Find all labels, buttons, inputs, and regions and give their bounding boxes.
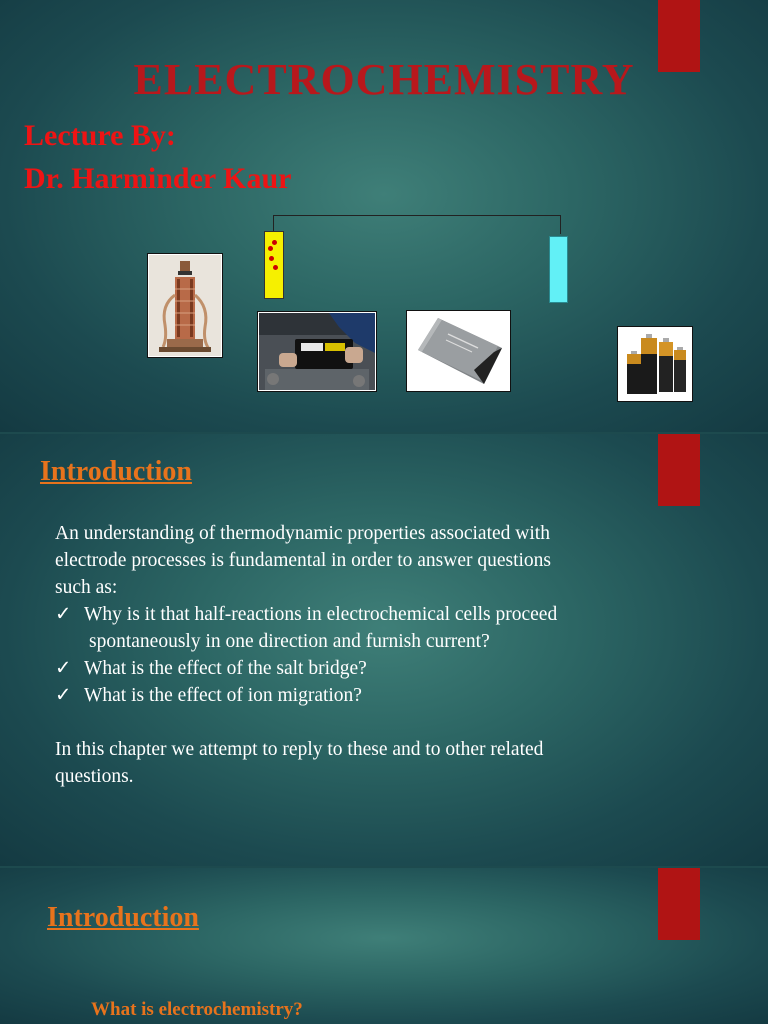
checkmark-icon: ✓ <box>55 658 72 679</box>
cathode-electrode <box>549 236 568 303</box>
slide-introduction-2 <box>0 868 768 1024</box>
closing-line: questions. <box>55 766 134 787</box>
bullet-item: ✓ What is the effect of ion migration? <box>55 682 655 709</box>
intro-line: An understanding of thermodynamic properties associated with <box>55 523 550 544</box>
lecturer-name: Dr. Harminder Kaur <box>24 162 292 195</box>
car-battery-image <box>258 312 376 391</box>
anode-electrode <box>264 231 284 299</box>
section-heading: Introduction <box>40 456 192 487</box>
intro-body <box>55 520 655 790</box>
slide-title-text: ELECTROCHEMISTRY <box>133 55 635 104</box>
lecturer-block <box>24 114 292 200</box>
intro-line: electrode processes is fundamental in order to answer questions <box>55 550 552 571</box>
section-heading: Introduction <box>47 902 199 933</box>
bullet-item: ✓ Why is it that half-reactions in electrochemical cells proceed spontaneously in one direction and furnish current? <box>55 601 655 655</box>
circuit-wire <box>273 215 561 234</box>
question-text: What is electrochemistry? <box>91 999 303 1020</box>
checkmark-icon: ✓ <box>55 604 72 625</box>
phone-battery-image <box>407 311 510 391</box>
cylinder-batteries-image <box>618 327 692 401</box>
checkmark-icon: ✓ <box>55 685 72 706</box>
bullet-item: ✓ What is the effect of the salt bridge? <box>55 655 655 682</box>
slide-introduction <box>0 434 768 866</box>
slide-title <box>0 0 768 432</box>
voltameter-image <box>148 254 222 357</box>
lecture-by-label: Lecture By: <box>24 119 176 152</box>
closing-line: In this chapter we attempt to reply to these and to other related <box>55 739 544 760</box>
red-accent-tab <box>658 434 700 506</box>
red-accent-tab <box>658 868 700 940</box>
intro-line: such as: <box>55 577 118 598</box>
